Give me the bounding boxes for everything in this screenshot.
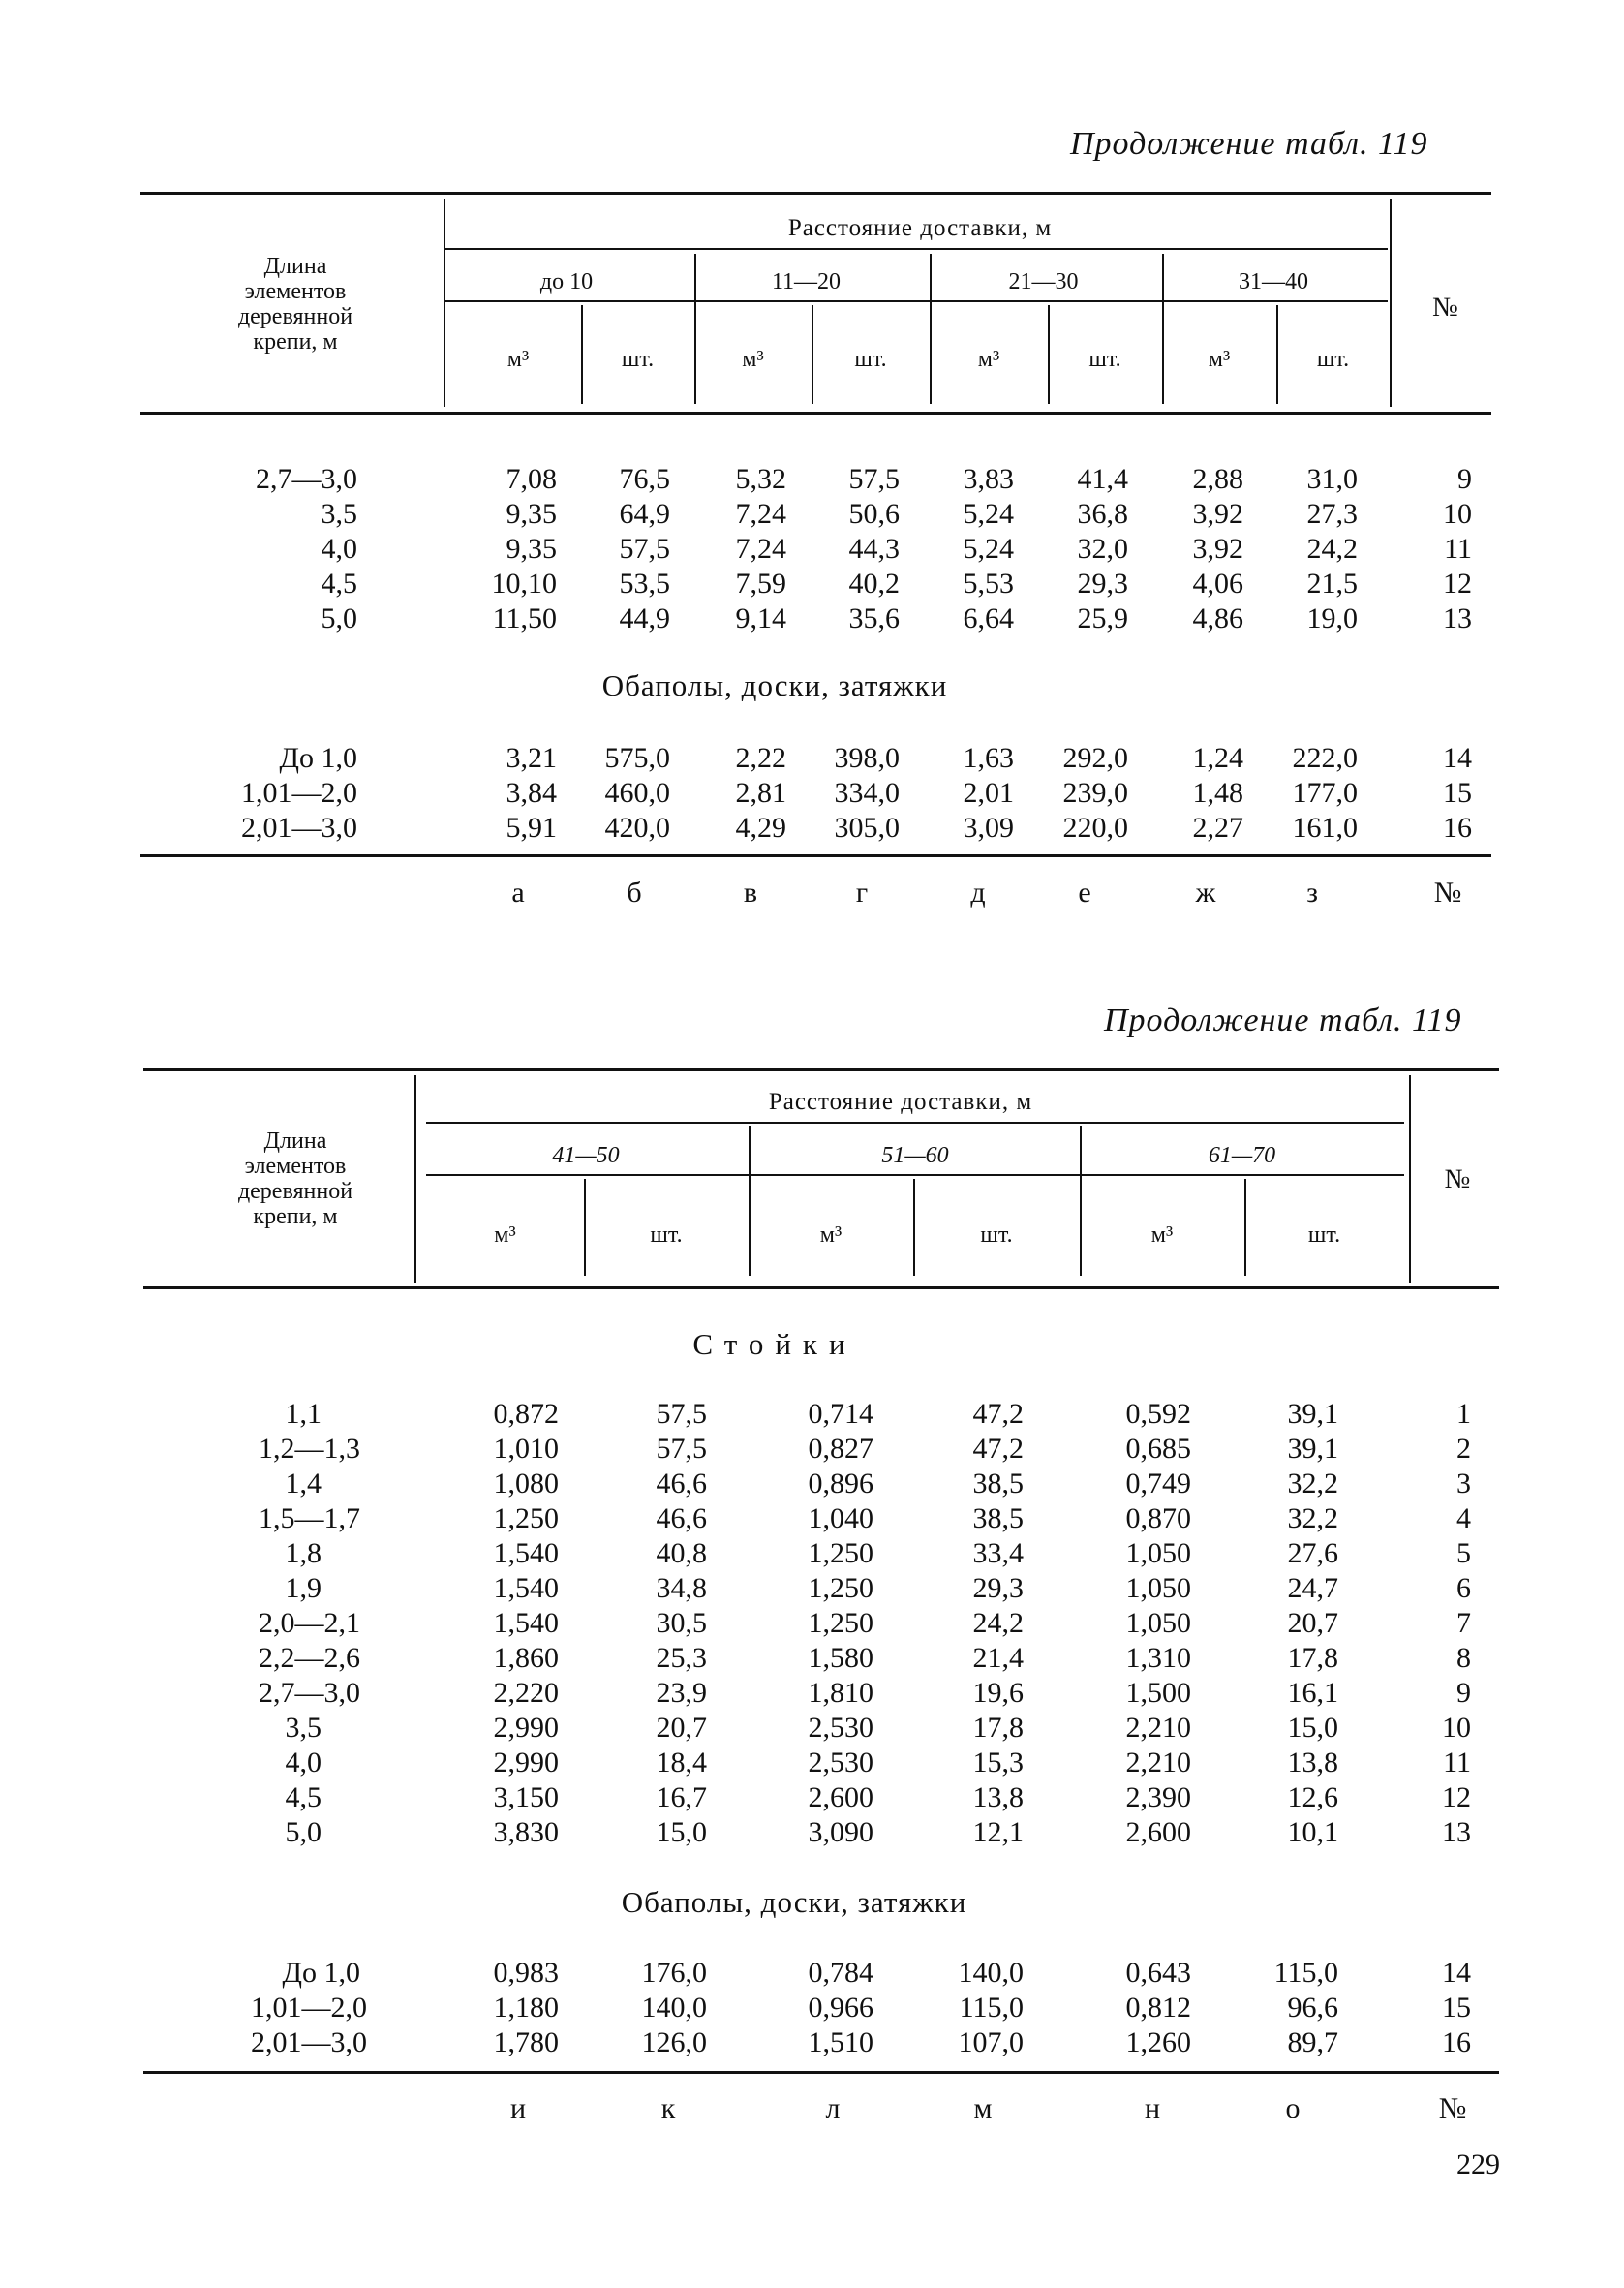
no-cell: 14 <box>1443 742 1472 774</box>
no-cell: 7 <box>1456 1607 1471 1639</box>
value-cell: 222,0 <box>1292 742 1358 774</box>
value-cell: 5,24 <box>963 533 1014 565</box>
value-cell: 0,749 <box>1125 1468 1191 1500</box>
table2-header-divider-right <box>1409 1075 1411 1283</box>
length-cell: 2,0—2,1 <box>259 1607 360 1639</box>
value-cell: 27,6 <box>1287 1537 1338 1569</box>
column-letter: д <box>970 877 986 909</box>
value-cell: 2,210 <box>1125 1747 1191 1778</box>
value-cell: 4,06 <box>1192 568 1243 600</box>
value-cell: 57,5 <box>656 1433 707 1465</box>
value-cell: 39,1 <box>1287 1398 1338 1430</box>
value-cell: 177,0 <box>1292 777 1358 809</box>
value-cell: 38,5 <box>972 1468 1024 1500</box>
column-letter: е <box>1078 877 1091 909</box>
value-cell: 398,0 <box>834 742 900 774</box>
no-cell: 5 <box>1456 1537 1471 1569</box>
table2-length-header: Длина элементов деревянной крепи, м <box>237 1129 353 1229</box>
value-cell: 9,14 <box>735 603 786 634</box>
value-cell: 0,827 <box>808 1433 873 1465</box>
value-cell: 24,2 <box>1306 533 1358 565</box>
length-cell: 5,0 <box>321 603 357 634</box>
table2-header-bottom-rule <box>143 1286 1499 1289</box>
value-cell: 1,250 <box>808 1537 873 1569</box>
length-cell: 1,5—1,7 <box>259 1502 360 1534</box>
value-cell: 107,0 <box>958 2026 1024 2058</box>
value-cell: 89,7 <box>1287 2026 1338 2058</box>
table2-unit-pcs: шт. <box>650 1222 683 1248</box>
no-cell: 13 <box>1442 1816 1471 1848</box>
value-cell: 3,150 <box>493 1781 559 1813</box>
value-cell: 176,0 <box>641 1957 707 1989</box>
value-cell: 239,0 <box>1062 777 1128 809</box>
length-cell: 4,0 <box>285 1747 322 1778</box>
value-cell: 7,08 <box>506 463 557 495</box>
length-cell: 2,01—3,0 <box>241 812 357 844</box>
value-cell: 460,0 <box>604 777 670 809</box>
no-cell: 4 <box>1456 1502 1471 1534</box>
table2-unit-m3: м³ <box>1150 1222 1174 1248</box>
value-cell: 40,2 <box>848 568 900 600</box>
value-cell: 40,8 <box>656 1537 707 1569</box>
value-cell: 2,600 <box>808 1781 873 1813</box>
value-cell: 334,0 <box>834 777 900 809</box>
length-cell: 4,5 <box>321 568 357 600</box>
value-cell: 47,2 <box>972 1433 1024 1465</box>
value-cell: 13,8 <box>972 1781 1024 1813</box>
value-cell: 25,9 <box>1077 603 1128 634</box>
value-cell: 1,080 <box>493 1468 559 1500</box>
no-cell: 11 <box>1444 533 1472 565</box>
table1-range-4: 31—40 <box>1239 269 1308 294</box>
table1-unit-m3: м³ <box>977 347 1000 372</box>
value-cell: 2,88 <box>1192 463 1243 495</box>
length-cell: 1,1 <box>285 1398 322 1430</box>
value-cell: 7,59 <box>735 568 786 600</box>
value-cell: 47,2 <box>972 1398 1024 1430</box>
value-cell: 64,9 <box>619 498 670 530</box>
value-cell: 24,2 <box>972 1607 1024 1639</box>
table2-range-3: 61—70 <box>1208 1143 1276 1168</box>
value-cell: 10,10 <box>491 568 557 600</box>
value-cell: 5,24 <box>963 498 1014 530</box>
table1-unit-m3: м³ <box>506 347 530 372</box>
length-cell: 2,2—2,6 <box>259 1642 360 1674</box>
table1-header-divider-right <box>1390 199 1392 407</box>
value-cell: 25,3 <box>656 1642 707 1674</box>
no-cell: 1 <box>1456 1398 1471 1430</box>
no-cell: 16 <box>1443 812 1472 844</box>
value-cell: 140,0 <box>958 1957 1024 1989</box>
value-cell: 36,8 <box>1077 498 1128 530</box>
table2-section-title: Стойки <box>692 1327 857 1361</box>
value-cell: 2,220 <box>493 1677 559 1709</box>
value-cell: 575,0 <box>604 742 670 774</box>
table2-no-header: № <box>1444 1164 1471 1194</box>
table2-range-1: 41—50 <box>552 1143 620 1168</box>
value-cell: 32,2 <box>1287 1502 1338 1534</box>
value-cell: 292,0 <box>1062 742 1128 774</box>
table2-distance-header: Расстояние доставки, м <box>768 1089 1033 1115</box>
value-cell: 15,3 <box>972 1747 1024 1778</box>
value-cell: 21,5 <box>1306 568 1358 600</box>
table2-unit-pcs: шт. <box>1307 1222 1341 1248</box>
table1-caption: Продолжение табл. 119 <box>1070 126 1428 162</box>
value-cell: 1,24 <box>1192 742 1243 774</box>
column-letter: н <box>1144 2092 1161 2124</box>
length-cell: 1,8 <box>285 1537 322 1569</box>
value-cell: 2,990 <box>493 1747 559 1778</box>
value-cell: 5,91 <box>506 812 557 844</box>
value-cell: 24,7 <box>1287 1572 1338 1604</box>
value-cell: 33,4 <box>972 1537 1024 1569</box>
value-cell: 1,810 <box>808 1677 873 1709</box>
value-cell: 420,0 <box>604 812 670 844</box>
value-cell: 2,81 <box>735 777 786 809</box>
value-cell: 32,0 <box>1077 533 1128 565</box>
value-cell: 115,0 <box>959 1992 1024 2024</box>
value-cell: 0,714 <box>808 1398 873 1430</box>
value-cell: 5,53 <box>963 568 1014 600</box>
value-cell: 1,010 <box>493 1433 559 1465</box>
table2-unit-m3: м³ <box>494 1222 516 1248</box>
value-cell: 1,250 <box>808 1607 873 1639</box>
value-cell: 0,896 <box>808 1468 873 1500</box>
value-cell: 57,5 <box>619 533 670 565</box>
table1-bottom-rule <box>140 854 1491 857</box>
value-cell: 12,1 <box>972 1816 1024 1848</box>
table1-range-divider <box>694 254 696 404</box>
length-cell: 5,0 <box>285 1816 322 1848</box>
no-cell: 3 <box>1456 1468 1471 1500</box>
value-cell: 57,5 <box>656 1398 707 1430</box>
no-cell: 15 <box>1442 1992 1471 2024</box>
table2-range-divider <box>749 1126 751 1276</box>
value-cell: 0,643 <box>1125 1957 1191 1989</box>
value-cell: 0,966 <box>808 1992 873 2024</box>
column-letter: в <box>743 877 758 909</box>
value-cell: 13,8 <box>1287 1747 1338 1778</box>
value-cell: 16,1 <box>1287 1677 1338 1709</box>
table2-unit-pcs: шт. <box>980 1222 1013 1248</box>
value-cell: 1,050 <box>1125 1607 1191 1639</box>
column-letter: к <box>660 2092 676 2124</box>
table1-top-rule <box>140 192 1491 195</box>
value-cell: 44,9 <box>619 603 670 634</box>
value-cell: 1,860 <box>493 1642 559 1674</box>
column-letter-no: № <box>1438 2092 1467 2124</box>
table2-distance-rule <box>426 1122 1404 1124</box>
value-cell: 96,6 <box>1287 1992 1338 2024</box>
table1-header-bottom-rule <box>140 412 1491 415</box>
value-cell: 1,510 <box>808 2026 873 2058</box>
length-cell: До 1,0 <box>279 742 357 774</box>
value-cell: 1,500 <box>1125 1677 1191 1709</box>
column-letter: г <box>855 877 869 909</box>
value-cell: 1,540 <box>493 1607 559 1639</box>
value-cell: 1,540 <box>493 1572 559 1604</box>
table1-range-1: до 10 <box>539 269 594 294</box>
value-cell: 0,784 <box>808 1957 873 1989</box>
value-cell: 44,3 <box>848 533 900 565</box>
length-cell: 3,5 <box>321 498 357 530</box>
no-cell: 6 <box>1456 1572 1471 1604</box>
table1-range-divider <box>930 254 932 404</box>
table2-top-rule <box>143 1068 1499 1071</box>
value-cell: 57,5 <box>848 463 900 495</box>
no-cell: 9 <box>1457 463 1472 495</box>
value-cell: 1,310 <box>1125 1642 1191 1674</box>
value-cell: 1,48 <box>1192 777 1243 809</box>
table2-range-2: 51—60 <box>881 1143 949 1168</box>
table1-header-divider-left <box>444 199 445 407</box>
value-cell: 16,7 <box>656 1781 707 1813</box>
value-cell: 1,260 <box>1125 2026 1191 2058</box>
value-cell: 2,210 <box>1125 1712 1191 1744</box>
value-cell: 0,870 <box>1125 1502 1191 1534</box>
value-cell: 31,0 <box>1306 463 1358 495</box>
column-letter: з <box>1306 877 1318 909</box>
value-cell: 161,0 <box>1292 812 1358 844</box>
no-cell: 11 <box>1443 1747 1471 1778</box>
value-cell: 39,1 <box>1287 1433 1338 1465</box>
table1-distance-rule <box>445 248 1388 250</box>
value-cell: 27,3 <box>1306 498 1358 530</box>
value-cell: 2,22 <box>735 742 786 774</box>
no-cell: 14 <box>1442 1957 1471 1989</box>
value-cell: 3,84 <box>506 777 557 809</box>
value-cell: 76,5 <box>619 463 670 495</box>
value-cell: 15,0 <box>1287 1712 1338 1744</box>
value-cell: 1,250 <box>493 1502 559 1534</box>
value-cell: 9,35 <box>506 498 557 530</box>
value-cell: 3,21 <box>506 742 557 774</box>
value-cell: 1,63 <box>963 742 1014 774</box>
column-letter: ж <box>1195 877 1216 909</box>
value-cell: 1,040 <box>808 1502 873 1534</box>
value-cell: 2,27 <box>1192 812 1243 844</box>
value-cell: 1,050 <box>1125 1537 1191 1569</box>
table2-bottom-rule <box>143 2071 1499 2074</box>
value-cell: 6,64 <box>963 603 1014 634</box>
value-cell: 20,7 <box>1287 1607 1338 1639</box>
value-cell: 38,5 <box>972 1502 1024 1534</box>
value-cell: 35,6 <box>848 603 900 634</box>
value-cell: 7,24 <box>735 533 786 565</box>
table1-unit-pcs: шт. <box>854 347 887 372</box>
table1-range-rule <box>445 300 1388 302</box>
no-cell: 8 <box>1456 1642 1471 1674</box>
value-cell: 34,8 <box>656 1572 707 1604</box>
value-cell: 19,6 <box>972 1677 1024 1709</box>
value-cell: 23,9 <box>656 1677 707 1709</box>
table2-section-title: Обаполы, доски, затяжки <box>621 1885 967 1919</box>
table1-length-header: Длина элементов деревянной крепи, м <box>237 254 353 355</box>
value-cell: 18,4 <box>656 1747 707 1778</box>
value-cell: 3,830 <box>493 1816 559 1848</box>
value-cell: 1,780 <box>493 2026 559 2058</box>
value-cell: 1,580 <box>808 1642 873 1674</box>
value-cell: 11,50 <box>492 603 557 634</box>
value-cell: 2,390 <box>1125 1781 1191 1813</box>
length-cell: 1,01—2,0 <box>241 777 357 809</box>
value-cell: 29,3 <box>972 1572 1024 1604</box>
value-cell: 17,8 <box>1287 1642 1338 1674</box>
value-cell: 220,0 <box>1062 812 1128 844</box>
value-cell: 17,8 <box>972 1712 1024 1744</box>
table2-range-rule <box>426 1174 1404 1176</box>
value-cell: 4,29 <box>735 812 786 844</box>
no-cell: 9 <box>1456 1677 1471 1709</box>
table2-range-divider <box>1080 1126 1082 1276</box>
value-cell: 0,685 <box>1125 1433 1191 1465</box>
value-cell: 3,09 <box>963 812 1014 844</box>
value-cell: 305,0 <box>834 812 900 844</box>
table1-section-title: Обаполы, доски, затяжки <box>601 668 948 702</box>
table1-unit-m3: м³ <box>742 347 764 372</box>
value-cell: 1,250 <box>808 1572 873 1604</box>
length-cell: 1,9 <box>285 1572 322 1604</box>
length-cell: До 1,0 <box>282 1957 360 1989</box>
length-cell: 1,4 <box>285 1468 322 1500</box>
table1-range-divider <box>1162 254 1164 404</box>
value-cell: 2,530 <box>808 1747 873 1778</box>
no-cell: 15 <box>1443 777 1472 809</box>
value-cell: 50,6 <box>848 498 900 530</box>
value-cell: 5,32 <box>735 463 786 495</box>
length-cell: 4,0 <box>321 533 357 565</box>
value-cell: 3,92 <box>1192 498 1243 530</box>
length-cell: 1,01—2,0 <box>251 1992 367 2024</box>
value-cell: 1,180 <box>493 1992 559 2024</box>
column-letter-no: № <box>1433 877 1462 909</box>
value-cell: 0,872 <box>493 1398 559 1430</box>
length-cell: 3,5 <box>285 1712 322 1744</box>
no-cell: 10 <box>1443 498 1472 530</box>
table1-distance-header: Расстояние доставки, м <box>787 215 1053 241</box>
value-cell: 29,3 <box>1077 568 1128 600</box>
value-cell: 3,92 <box>1192 533 1243 565</box>
column-letter: м <box>973 2092 993 2124</box>
table2-header-divider-left <box>414 1075 416 1283</box>
table2-caption: Продолжение табл. 119 <box>1104 1003 1462 1038</box>
length-cell: 2,7—3,0 <box>256 463 357 495</box>
length-cell: 2,01—3,0 <box>251 2026 367 2058</box>
no-cell: 12 <box>1443 568 1472 600</box>
value-cell: 0,592 <box>1125 1398 1191 1430</box>
value-cell: 2,530 <box>808 1712 873 1744</box>
length-cell: 1,2—1,3 <box>259 1433 360 1465</box>
no-cell: 2 <box>1456 1433 1471 1465</box>
value-cell: 12,6 <box>1287 1781 1338 1813</box>
column-letter: о <box>1285 2092 1301 2124</box>
value-cell: 53,5 <box>619 568 670 600</box>
table1-unit-m3: м³ <box>1208 347 1231 372</box>
table1-range-2: 11—20 <box>771 269 842 294</box>
value-cell: 41,4 <box>1077 463 1128 495</box>
value-cell: 3,090 <box>808 1816 873 1848</box>
value-cell: 9,35 <box>506 533 557 565</box>
value-cell: 30,5 <box>656 1607 707 1639</box>
value-cell: 21,4 <box>972 1642 1024 1674</box>
value-cell: 4,86 <box>1192 603 1243 634</box>
value-cell: 10,1 <box>1287 1816 1338 1848</box>
value-cell: 19,0 <box>1306 603 1358 634</box>
no-cell: 12 <box>1442 1781 1471 1813</box>
table1-unit-pcs: шт. <box>621 347 655 372</box>
value-cell: 20,7 <box>656 1712 707 1744</box>
value-cell: 0,812 <box>1125 1992 1191 2024</box>
value-cell: 1,540 <box>493 1537 559 1569</box>
table1-no-header: № <box>1432 293 1458 323</box>
value-cell: 7,24 <box>735 498 786 530</box>
no-cell: 16 <box>1442 2026 1471 2058</box>
no-cell: 13 <box>1443 603 1472 634</box>
value-cell: 15,0 <box>656 1816 707 1848</box>
column-letter: и <box>509 2092 527 2124</box>
value-cell: 126,0 <box>641 2026 707 2058</box>
value-cell: 140,0 <box>641 1992 707 2024</box>
value-cell: 0,983 <box>493 1957 559 1989</box>
table1-range-3: 21—30 <box>1008 269 1079 294</box>
value-cell: 32,2 <box>1287 1468 1338 1500</box>
table1-unit-pcs: шт. <box>1316 347 1350 372</box>
page-number: 229 <box>1456 2149 1500 2180</box>
value-cell: 2,600 <box>1125 1816 1191 1848</box>
value-cell: 46,6 <box>656 1468 707 1500</box>
table1-unit-pcs: шт. <box>1088 347 1121 372</box>
column-letter: л <box>825 2092 841 2124</box>
column-letter: б <box>627 877 642 909</box>
table2-unit-m3: м³ <box>819 1222 843 1248</box>
length-cell: 2,7—3,0 <box>259 1677 360 1709</box>
column-letter: а <box>511 877 525 909</box>
value-cell: 3,83 <box>963 463 1014 495</box>
value-cell: 115,0 <box>1273 1957 1338 1989</box>
no-cell: 10 <box>1442 1712 1471 1744</box>
value-cell: 2,01 <box>963 777 1014 809</box>
value-cell: 2,990 <box>493 1712 559 1744</box>
length-cell: 4,5 <box>285 1781 322 1813</box>
value-cell: 1,050 <box>1125 1572 1191 1604</box>
value-cell: 46,6 <box>656 1502 707 1534</box>
